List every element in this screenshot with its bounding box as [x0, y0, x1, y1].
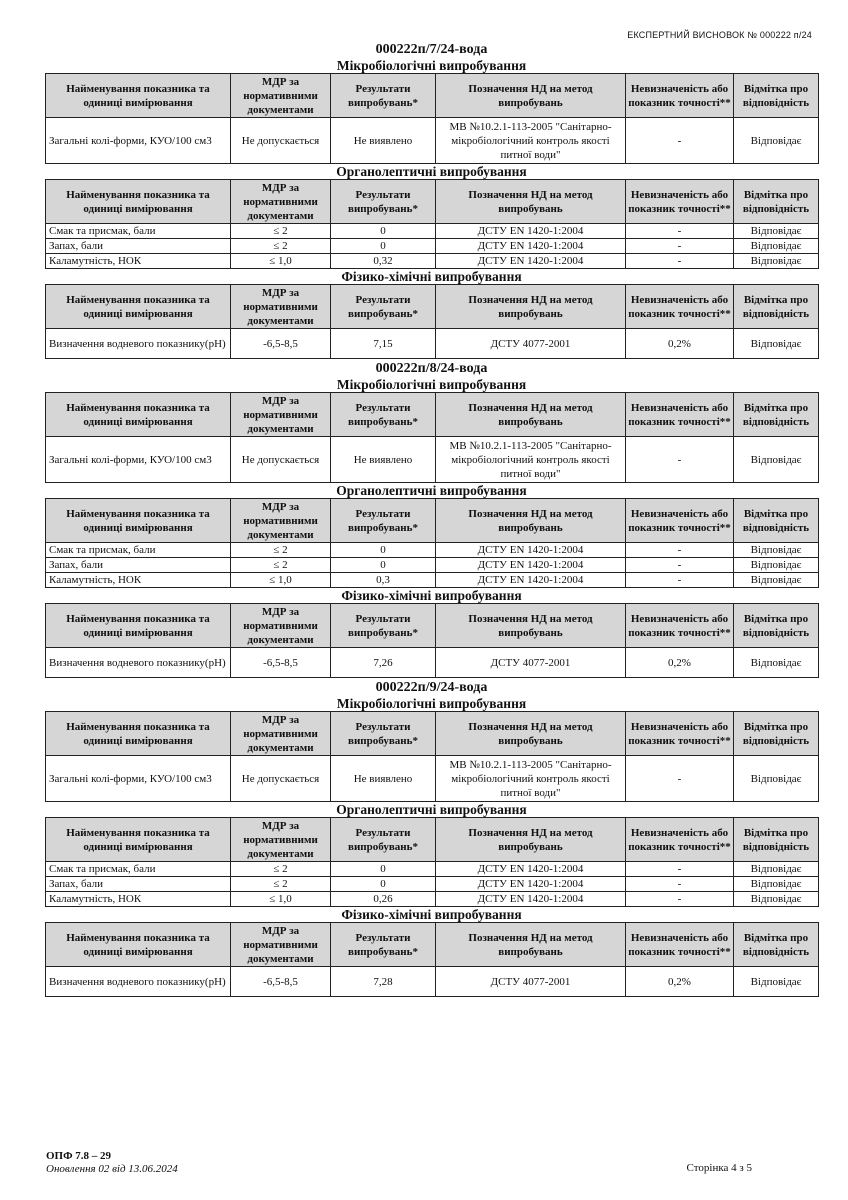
update-date: Оновлення 02 від 13.06.2024	[46, 1163, 178, 1175]
column-header: Результати випробувань*	[331, 393, 436, 437]
table-cell: 0,26	[331, 892, 436, 907]
table-cell: Не допускається	[231, 756, 331, 802]
column-header: Відмітка про відповідність	[734, 818, 819, 862]
table-cell: Відповідає	[734, 239, 819, 254]
table-cell: 7,28	[331, 967, 436, 997]
table-cell: Запах, бали	[46, 558, 231, 573]
table-row	[46, 118, 819, 164]
table-cell: Відповідає	[734, 543, 819, 558]
table-cell: Визначення водневого показнику(pH)	[46, 329, 231, 359]
table-cell: Загальні колі-форми, КУО/100 см3	[46, 437, 231, 483]
table-cell: 7,15	[331, 329, 436, 359]
section-title-micro: Мікробіологічні випробування	[336, 58, 527, 73]
table-cell: ДСТУ EN 1420-1:2004	[436, 239, 626, 254]
table-header-row	[46, 604, 819, 648]
table-cell: МВ №10.2.1-113-2005 "Санітарно-мікробіологічний контроль якості питної води"	[436, 437, 626, 483]
column-header: Невизначеність або показник точності**	[626, 818, 734, 862]
table-cell: ДСТУ 4077-2001	[436, 967, 626, 997]
column-header: Найменування показника та одиниці вимірювання	[46, 818, 231, 862]
column-header: Найменування показника та одиниці вимірювання	[46, 285, 231, 329]
table-cell: 0,3	[331, 573, 436, 588]
column-header: МДР за нормативними документами	[231, 74, 331, 118]
table-cell: Відповідає	[734, 437, 819, 483]
table-cell: -	[626, 558, 734, 573]
column-header: Позначення НД на метод випробувань	[436, 712, 626, 756]
table-cell: 0	[331, 224, 436, 239]
column-header: Найменування показника та одиниці вимірювання	[46, 604, 231, 648]
table-cell: Не виявлено	[331, 756, 436, 802]
table-cell: ≤ 1,0	[231, 892, 331, 907]
table-row	[46, 239, 819, 254]
section-title-micro: Мікробіологічні випробування	[336, 696, 527, 711]
column-header: Невизначеність або показник точності**	[626, 712, 734, 756]
table-cell: Відповідає	[734, 648, 819, 678]
page-number: Сторінка 4 з 5	[686, 1162, 752, 1174]
column-header: Невизначеність або показник точності**	[626, 923, 734, 967]
column-header: Найменування показника та одиниці вимірювання	[46, 712, 231, 756]
table-cell: Каламутність, НОК	[46, 892, 231, 907]
table-cell: Відповідає	[734, 892, 819, 907]
table-cell: -6,5-8,5	[231, 648, 331, 678]
section-title-organo: Органолептичні випробування	[336, 802, 527, 817]
column-header: Результати випробувань*	[331, 604, 436, 648]
column-header: Найменування показника та одиниці вимірювання	[46, 180, 231, 224]
column-header: Позначення НД на метод випробувань	[436, 818, 626, 862]
table-cell: Запах, бали	[46, 239, 231, 254]
table-cell: 0,2%	[626, 967, 734, 997]
column-header: Відмітка про відповідність	[734, 180, 819, 224]
table-cell: Відповідає	[734, 756, 819, 802]
column-header: Відмітка про відповідність	[734, 923, 819, 967]
column-header: МДР за нормативними документами	[231, 499, 331, 543]
table-cell: Не виявлено	[331, 437, 436, 483]
table-cell: -	[626, 437, 734, 483]
sample-title: 000222п/9/24-вода	[375, 680, 488, 695]
table-cell: ≤ 2	[231, 239, 331, 254]
table-cell: Запах, бали	[46, 877, 231, 892]
table-cell: ДСТУ EN 1420-1:2004	[436, 862, 626, 877]
table-cell: 0,32	[331, 254, 436, 269]
table-header-row	[46, 923, 819, 967]
column-header: МДР за нормативними документами	[231, 180, 331, 224]
column-header: Результати випробувань*	[331, 180, 436, 224]
table-row	[46, 648, 819, 678]
table-row	[46, 329, 819, 359]
table-cell: Не виявлено	[331, 118, 436, 164]
table-cell: 7,26	[331, 648, 436, 678]
table-cell: 0	[331, 877, 436, 892]
table-cell: -	[626, 543, 734, 558]
table-row	[46, 862, 819, 877]
section-title-micro: Мікробіологічні випробування	[336, 377, 527, 392]
table-cell: -	[626, 573, 734, 588]
column-header: Відмітка про відповідність	[734, 74, 819, 118]
sample-title: 000222п/7/24-вода	[375, 42, 488, 57]
column-header: МДР за нормативними документами	[231, 923, 331, 967]
table-cell: ДСТУ EN 1420-1:2004	[436, 892, 626, 907]
table-cell: ≤ 1,0	[231, 254, 331, 269]
section-title-organo: Органолептичні випробування	[336, 483, 527, 498]
table-row	[46, 254, 819, 269]
table-cell: -6,5-8,5	[231, 967, 331, 997]
table-cell: ≤ 2	[231, 558, 331, 573]
column-header: Результати випробувань*	[331, 285, 436, 329]
column-header: Невизначеність або показник точності**	[626, 393, 734, 437]
table-cell: Визначення водневого показнику(pH)	[46, 648, 231, 678]
column-header: Невизначеність або показник точності**	[626, 604, 734, 648]
table-cell: Відповідає	[734, 329, 819, 359]
table-cell: ДСТУ EN 1420-1:2004	[436, 558, 626, 573]
phys-results-table	[45, 284, 819, 359]
table-cell: 0,2%	[626, 329, 734, 359]
table-cell: -	[626, 862, 734, 877]
section-title-organo: Органолептичні випробування	[336, 164, 527, 179]
column-header: Результати випробувань*	[331, 499, 436, 543]
table-cell: Не допускається	[231, 118, 331, 164]
table-cell: Не допускається	[231, 437, 331, 483]
column-header: Відмітка про відповідність	[734, 499, 819, 543]
table-header-row	[46, 180, 819, 224]
table-row	[46, 224, 819, 239]
section-title-phys: Фізико-хімічні випробування	[341, 269, 522, 284]
table-header-row	[46, 74, 819, 118]
table-cell: ДСТУ EN 1420-1:2004	[436, 254, 626, 269]
column-header: Найменування показника та одиниці вимірювання	[46, 74, 231, 118]
table-cell: -6,5-8,5	[231, 329, 331, 359]
table-cell: Відповідає	[734, 862, 819, 877]
table-cell: Смак та присмак, бали	[46, 224, 231, 239]
column-header: МДР за нормативними документами	[231, 818, 331, 862]
organo-results-table	[45, 179, 819, 269]
table-cell: Відповідає	[734, 224, 819, 239]
table-cell: Відповідає	[734, 967, 819, 997]
footer-form-info	[46, 1150, 178, 1176]
column-header: Позначення НД на метод випробувань	[436, 923, 626, 967]
table-cell: Відповідає	[734, 558, 819, 573]
table-header-row	[46, 285, 819, 329]
table-cell: -	[626, 118, 734, 164]
table-cell: -	[626, 756, 734, 802]
table-cell: 0	[331, 558, 436, 573]
organo-results-table	[45, 498, 819, 588]
table-cell: -	[626, 877, 734, 892]
column-header: Невизначеність або показник точності**	[626, 180, 734, 224]
column-header: Позначення НД на метод випробувань	[436, 74, 626, 118]
column-header: Невизначеність або показник точності**	[626, 499, 734, 543]
table-cell: ДСТУ EN 1420-1:2004	[436, 877, 626, 892]
report-body	[45, 40, 818, 997]
table-cell: ДСТУ 4077-2001	[436, 648, 626, 678]
column-header: Відмітка про відповідність	[734, 712, 819, 756]
column-header: Відмітка про відповідність	[734, 393, 819, 437]
micro-results-table	[45, 392, 819, 483]
table-cell: Визначення водневого показнику(pH)	[46, 967, 231, 997]
section-title-phys: Фізико-хімічні випробування	[341, 907, 522, 922]
phys-results-table	[45, 922, 819, 997]
table-cell: 0	[331, 543, 436, 558]
form-code: ОПФ 7.8 – 29	[46, 1150, 112, 1162]
table-cell: Відповідає	[734, 254, 819, 269]
table-cell: -	[626, 239, 734, 254]
table-cell: Загальні колі-форми, КУО/100 см3	[46, 118, 231, 164]
column-header: Невизначеність або показник точності**	[626, 285, 734, 329]
table-cell: Каламутність, НОК	[46, 254, 231, 269]
micro-results-table	[45, 73, 819, 164]
column-header: Позначення НД на метод випробувань	[436, 604, 626, 648]
report-reference: ЕКСПЕРТНИЙ ВИСНОВОК № 000222 п/24	[627, 30, 812, 40]
column-header: Відмітка про відповідність	[734, 604, 819, 648]
table-row	[46, 558, 819, 573]
column-header: МДР за нормативними документами	[231, 285, 331, 329]
column-header: Результати випробувань*	[331, 923, 436, 967]
table-cell: Смак та присмак, бали	[46, 862, 231, 877]
table-row	[46, 573, 819, 588]
table-cell: 0	[331, 862, 436, 877]
table-cell: Каламутність, НОК	[46, 573, 231, 588]
table-header-row	[46, 393, 819, 437]
table-cell: Загальні колі-форми, КУО/100 см3	[46, 756, 231, 802]
column-header: Відмітка про відповідність	[734, 285, 819, 329]
table-cell: ДСТУ EN 1420-1:2004	[436, 543, 626, 558]
table-row	[46, 892, 819, 907]
column-header: Найменування показника та одиниці вимірювання	[46, 393, 231, 437]
table-header-row	[46, 818, 819, 862]
column-header: Позначення НД на метод випробувань	[436, 285, 626, 329]
column-header: Позначення НД на метод випробувань	[436, 499, 626, 543]
column-header: Позначення НД на метод випробувань	[436, 393, 626, 437]
table-cell: 0	[331, 239, 436, 254]
table-row	[46, 756, 819, 802]
table-cell: -	[626, 892, 734, 907]
table-cell: Смак та присмак, бали	[46, 543, 231, 558]
table-cell: Відповідає	[734, 573, 819, 588]
table-cell: -	[626, 254, 734, 269]
table-cell: ≤ 1,0	[231, 573, 331, 588]
table-cell: 0,2%	[626, 648, 734, 678]
column-header: МДР за нормативними документами	[231, 604, 331, 648]
column-header: Результати випробувань*	[331, 74, 436, 118]
table-cell: ≤ 2	[231, 224, 331, 239]
table-cell: ДСТУ EN 1420-1:2004	[436, 573, 626, 588]
column-header: Найменування показника та одиниці вимірювання	[46, 499, 231, 543]
column-header: Невизначеність або показник точності**	[626, 74, 734, 118]
organo-results-table	[45, 817, 819, 907]
column-header: МДР за нормативними документами	[231, 712, 331, 756]
table-cell: ≤ 2	[231, 877, 331, 892]
table-row	[46, 543, 819, 558]
column-header: МДР за нормативними документами	[231, 393, 331, 437]
table-cell: -	[626, 224, 734, 239]
table-cell: ≤ 2	[231, 543, 331, 558]
column-header: Результати випробувань*	[331, 818, 436, 862]
table-header-row	[46, 712, 819, 756]
column-header: Позначення НД на метод випробувань	[436, 180, 626, 224]
table-cell: Відповідає	[734, 118, 819, 164]
sample-title: 000222п/8/24-вода	[375, 361, 488, 376]
micro-results-table	[45, 711, 819, 802]
table-row	[46, 877, 819, 892]
table-row	[46, 437, 819, 483]
table-cell: Відповідає	[734, 877, 819, 892]
table-cell: МВ №10.2.1-113-2005 "Санітарно-мікробіологічний контроль якості питної води"	[436, 118, 626, 164]
column-header: Найменування показника та одиниці вимірювання	[46, 923, 231, 967]
section-title-phys: Фізико-хімічні випробування	[341, 588, 522, 603]
phys-results-table	[45, 603, 819, 678]
table-cell: ДСТУ EN 1420-1:2004	[436, 224, 626, 239]
table-cell: МВ №10.2.1-113-2005 "Санітарно-мікробіологічний контроль якості питної води"	[436, 756, 626, 802]
table-cell: ≤ 2	[231, 862, 331, 877]
table-row	[46, 967, 819, 997]
column-header: Результати випробувань*	[331, 712, 436, 756]
table-cell: ДСТУ 4077-2001	[436, 329, 626, 359]
table-header-row	[46, 499, 819, 543]
